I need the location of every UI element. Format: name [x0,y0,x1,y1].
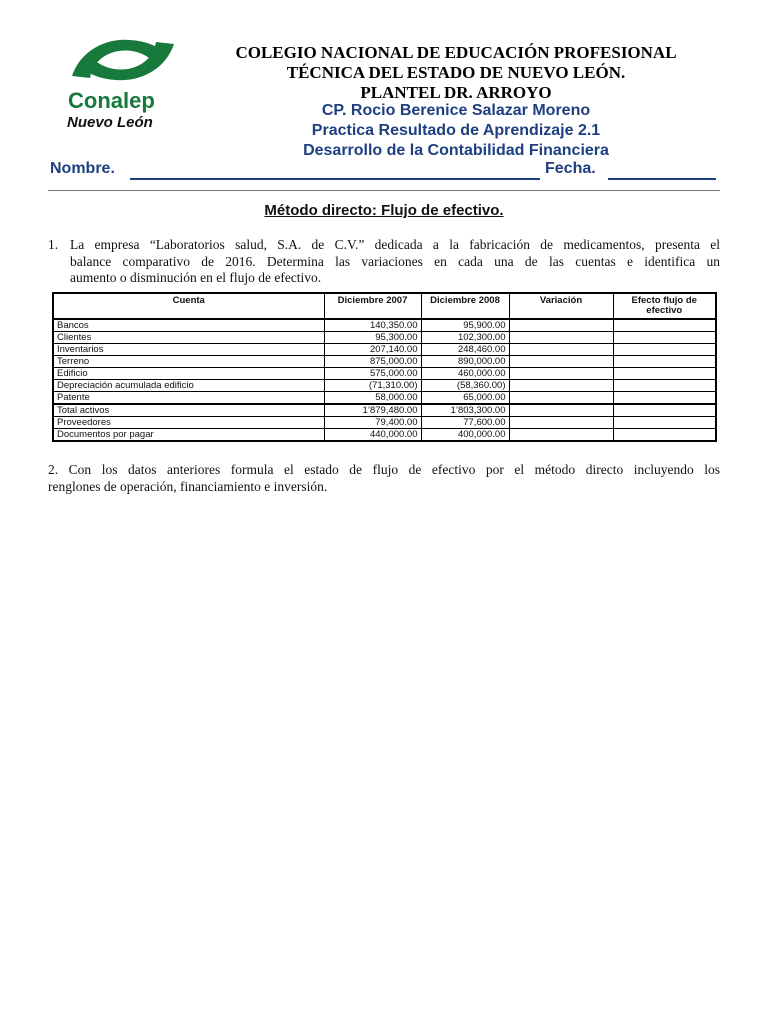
subject-name: Desarrollo de la Contabilidad Financiera [303,142,609,159]
variation-cell[interactable] [509,356,613,368]
balance-table [52,292,717,442]
amount-2008-cell: 1’803,300.00 [421,404,509,417]
institution-line-1: COLEGIO NACIONAL DE EDUCACIÓN PROFESIONAL [235,43,677,62]
account-cell: Depreciación acumulada edificio [53,380,324,392]
amount-2008-cell: 248,460.00 [421,344,509,356]
column-header: Variación [509,293,613,319]
table-row [53,417,716,429]
name-date-row [50,160,718,182]
variation-cell[interactable] [509,332,613,344]
table-row [53,392,716,405]
variation-cell[interactable] [509,404,613,417]
table-header-row [53,293,716,319]
cash-effect-cell[interactable] [613,332,716,344]
document-title: Método directo: Flujo de efectivo. [264,202,504,219]
amount-2007-cell: 79,400.00 [324,417,421,429]
table-row [53,332,716,344]
cash-effect-cell[interactable] [613,392,716,405]
logo-region: Nuevo León [67,114,153,131]
logo-wordmark: Conalep [68,88,155,113]
variation-cell[interactable] [509,429,613,442]
variation-cell[interactable] [509,319,613,332]
question-1-line: aumento o disminución en el flujo de efectivo. [70,270,322,285]
amount-2008-cell: 400,000.00 [421,429,509,442]
cash-effect-cell[interactable] [613,356,716,368]
campus-name: PLANTEL DR. ARROYO [360,83,552,102]
cash-effect-cell[interactable] [613,319,716,332]
date-label: Fecha. [545,160,596,177]
amount-2008-cell: (58,360.00) [421,380,509,392]
amount-2007-cell: 95,300.00 [324,332,421,344]
account-cell: Total activos [53,404,324,417]
account-cell: Documentos por pagar [53,429,324,442]
amount-2007-cell: 207,140.00 [324,344,421,356]
question-2-text [48,462,720,495]
institution-line-2: TÉCNICA DEL ESTADO DE NUEVO LEÓN. [286,63,626,82]
name-blank-line[interactable] [130,178,540,180]
cash-effect-cell[interactable] [613,429,716,442]
variation-cell[interactable] [509,344,613,356]
question-1-line: La empresa “Laboratorios salud, S.A. de C.V.” dedicada a la fabricación de medicamentos, presenta el [70,237,720,252]
amount-2007-cell: 140,350.00 [324,319,421,332]
question-2-line: 2. Con los datos anteriores formula el estado de flujo de efectivo por el método directo incluyendo los [48,462,720,477]
teacher-name: CP. Rocio Berenice Salazar Moreno [321,102,591,119]
amount-2007-cell: 575,000.00 [324,368,421,380]
amount-2008-cell: 102,300.00 [421,332,509,344]
table-row [53,319,716,332]
account-cell: Edificio [53,368,324,380]
table-row-total [53,404,716,417]
cash-effect-cell[interactable] [613,404,716,417]
cash-effect-cell[interactable] [613,344,716,356]
question-2-line: renglones de operación, financiamiento e inversión. [48,478,328,494]
amount-2008-cell: 77,600.00 [421,417,509,429]
amount-2007-cell: (71,310.00) [324,380,421,392]
table-row [53,344,716,356]
amount-2007-cell: 58,000.00 [324,392,421,405]
amount-2008-cell: 95,900.00 [421,319,509,332]
table-row [53,368,716,380]
amount-2007-cell: 1’879,480.00 [324,404,421,417]
account-cell: Terreno [53,356,324,368]
table-row [53,429,716,442]
conalep-logo [62,32,182,136]
column-header: Cuenta [53,293,324,319]
variation-cell[interactable] [509,392,613,405]
name-label: Nombre. [50,160,115,177]
cash-effect-cell[interactable] [613,368,716,380]
table-row [53,356,716,368]
variation-cell[interactable] [509,368,613,380]
amount-2008-cell: 890,000.00 [421,356,509,368]
account-cell: Bancos [53,319,324,332]
cash-effect-cell[interactable] [613,380,716,392]
account-cell: Inventarios [53,344,324,356]
variation-cell[interactable] [509,380,613,392]
column-header: Diciembre 2007 [324,293,421,319]
question-1-text [70,237,720,287]
question-1-number: 1. [48,237,59,252]
account-cell: Proveedores [53,417,324,429]
account-cell: Patente [53,392,324,405]
amount-2007-cell: 875,000.00 [324,356,421,368]
amount-2007-cell: 440,000.00 [324,429,421,442]
column-header: Efecto flujo de efectivo [613,293,716,319]
conalep-emblem-icon [70,32,176,88]
header-divider [48,190,720,191]
amount-2008-cell: 65,000.00 [421,392,509,405]
variation-cell[interactable] [509,417,613,429]
date-blank-line[interactable] [608,178,716,180]
practice-title: Practica Resultado de Aprendizaje 2.1 [311,122,601,139]
table-row [53,380,716,392]
cash-effect-cell[interactable] [613,417,716,429]
column-header: Diciembre 2008 [421,293,509,319]
question-1-line: balance comparativo de 2016. Determina las variaciones en cada una de las cuentas e identifica un [70,253,720,269]
amount-2008-cell: 460,000.00 [421,368,509,380]
account-cell: Clientes [53,332,324,344]
